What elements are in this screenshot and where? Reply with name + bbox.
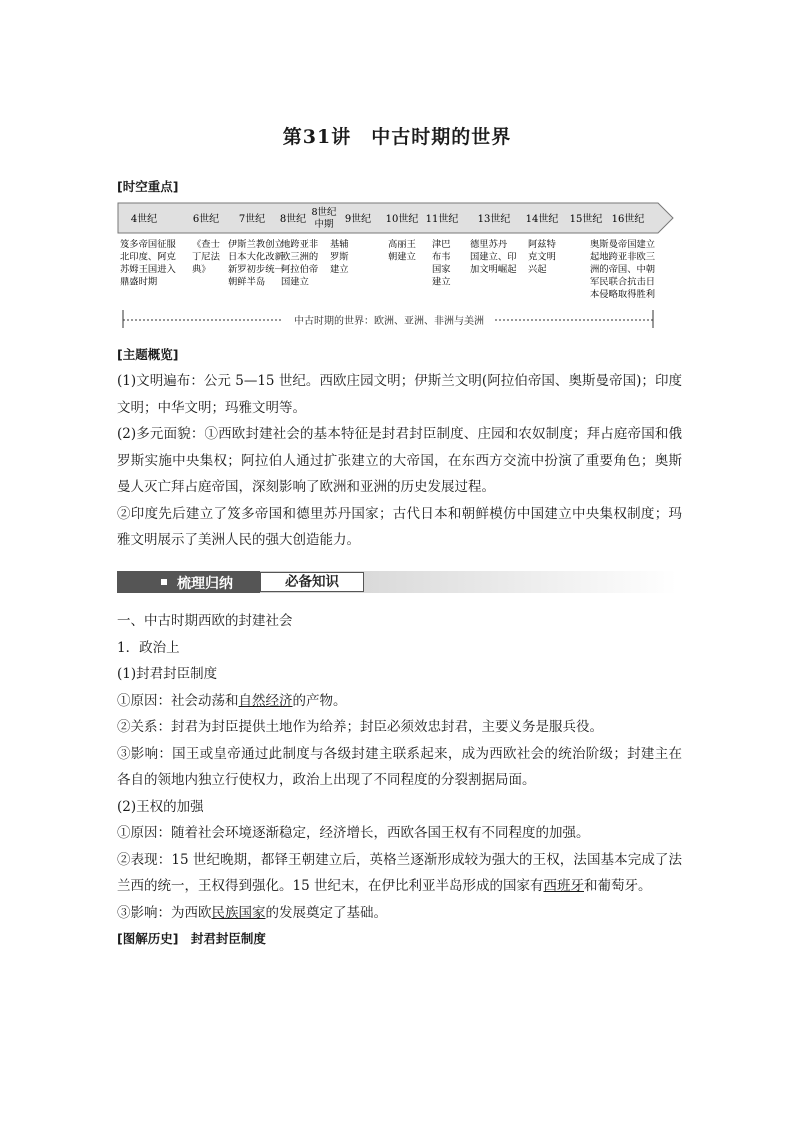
event-line: 国家: [432, 264, 451, 275]
event-line: 日本大化改新: [228, 251, 284, 263]
event-line: 欧三洲的: [281, 251, 319, 263]
century-label-2: 7世纪: [238, 214, 266, 225]
heading-2: 1．政治上: [117, 639, 180, 656]
timeline-event-4: [330, 238, 349, 275]
event-line: 建立: [330, 264, 349, 275]
timeline-event-8: [528, 238, 556, 275]
event-line: 布韦: [432, 251, 451, 263]
event-line: 德里苏丹: [470, 239, 508, 250]
timeline-event-1: [192, 238, 221, 275]
event-line: 苏姆王国进入: [120, 264, 176, 275]
event-line: 洲的帝国、中朝: [590, 264, 656, 275]
event-line: 典》: [192, 264, 211, 275]
s1-cause: ①原因：社会动荡和自然经济的产物。: [117, 692, 347, 709]
section-label-overview: [主题概览]: [117, 347, 179, 362]
century-label-3: 8世纪: [279, 214, 307, 225]
event-line: 地跨亚非: [281, 239, 319, 250]
event-line: 阿兹特: [528, 239, 556, 250]
section-label-timeline: [时空重点]: [117, 179, 179, 194]
underlined-term: 自然经济: [238, 692, 293, 709]
timeline-event-3: [281, 238, 318, 288]
section-band: [117, 571, 677, 593]
subheading-2: (2)王权的加强: [117, 798, 204, 815]
event-line: 阿拉伯帝: [281, 264, 319, 275]
event-line: 高丽王: [388, 239, 416, 250]
event-line: 罗斯: [330, 251, 349, 263]
event-line: 兴起: [528, 264, 547, 275]
event-line: 国建立: [281, 276, 309, 288]
subheading-1: (1)封君封臣制度: [117, 666, 218, 682]
content-block: [117, 608, 682, 953]
event-line: 奥斯曼帝国建立: [590, 239, 656, 250]
overview-para-2: (2)多元面貌：①西欧封建社会的基本特征是封君封臣制度、庄园和农奴制度；拜占庭帝国和俄罗斯实施中央集权；阿拉伯人通过扩张建立的大帝国，在东西方交流中扮演了重要角色；奥斯曼人灭亡拜占庭帝国，深刻影响了欧洲和亚洲的历史发展过程。: [117, 426, 682, 495]
event-line: 北印度、阿克: [120, 251, 176, 263]
century-label-11: 16世纪: [611, 214, 645, 225]
timeline-event-5: [388, 238, 416, 263]
event-line: 朝建立: [388, 251, 416, 263]
century-label-4-0: 8世纪: [311, 207, 337, 218]
timeline-event-0: [120, 238, 176, 288]
band-right-label: 必备知识: [285, 574, 339, 590]
event-line: 笈多帝国征服: [120, 239, 176, 250]
event-line: 克文明: [528, 251, 556, 263]
timeline-event-6: [432, 238, 451, 288]
timeline-diagram: [118, 200, 678, 340]
event-line: 新罗初步统一: [228, 264, 284, 275]
century-label-10: 15世纪: [569, 214, 603, 225]
century-label-6: 10世纪: [385, 214, 419, 225]
s1-relation: ②关系：封君为封臣提供土地作为给养；封臣必须效忠封君，主要义务是服兵役。: [117, 719, 603, 735]
overview-block: [117, 368, 682, 554]
timeline-event-9: [590, 238, 655, 300]
event-line: 鼎盛时期: [120, 276, 158, 288]
event-line: 《查士: [192, 239, 220, 250]
century-label-1: 6世纪: [192, 214, 220, 225]
century-label-4-1: 中期: [314, 219, 334, 230]
s2-cause: ①原因：随着社会环境逐渐稳定，经济增长，西欧各国王权有不同程度的加强。: [117, 825, 590, 841]
century-label-5: 9世纪: [344, 214, 372, 225]
event-line: 军民联合抗击日: [590, 276, 656, 288]
event-line: 丁尼法: [192, 251, 220, 263]
event-line: 国建立、印: [470, 251, 517, 263]
event-line: 本侵略取得胜利: [590, 289, 656, 300]
figure-caption: [图解历史] 封君封臣制度: [117, 931, 266, 946]
s2-influence: ③影响：为西欧民族国家的发展奠定了基础。: [117, 904, 387, 921]
s1-influence: ③影响：国王或皇帝通过此制度与各级封建主联系起来，成为西欧社会的统治阶级；封建主在各自的领地内独立行使权力，政治上出现了不同程度的分裂割据局面。: [117, 745, 682, 788]
event-line: 津巴: [432, 239, 451, 250]
band-box: [260, 572, 364, 592]
century-label-8: 13世纪: [477, 214, 511, 225]
century-label-9: 14世纪: [525, 214, 559, 225]
underlined-term: 民族国家: [211, 904, 266, 921]
band-left-label: 梳理归纳: [177, 576, 233, 592]
event-line: 起地跨亚非欧三: [590, 251, 656, 263]
event-line: 建立: [432, 276, 451, 288]
page-title: 第31讲 中古时期的世界: [282, 126, 512, 148]
band-dark-block: [117, 571, 260, 593]
span-label: 中古时期的世界：欧洲、亚洲、非洲与美洲: [294, 316, 484, 327]
event-line: 基辅: [330, 239, 349, 250]
underlined-term: 西班牙: [543, 878, 584, 894]
timeline-event-7: [470, 238, 517, 275]
event-line: 加文明崛起: [470, 264, 517, 275]
century-label-7: 11世纪: [425, 214, 459, 225]
event-line: 伊斯兰教创立: [228, 239, 284, 250]
s2-show: ②表现：15 世纪晚期，都铎王朝建立后，英格兰逐渐形成较为强大的王权，法国基本完成了法兰西的统一，王权得到强化。15 世纪末，在伊比利亚半岛形成的国家有西班牙和葡萄牙。: [117, 851, 682, 894]
heading-1: 一、中古时期西欧的封建社会: [117, 613, 293, 629]
century-label-0: 4世纪: [130, 214, 158, 225]
timeline-events: [120, 238, 655, 300]
overview-para-3: ②印度先后建立了笈多帝国和德里苏丹国家；古代日本和朝鲜模仿中国建立中央集权制度；玛雅文明展示了美洲人民的强大创造能力。: [117, 505, 682, 548]
band-bullet-icon: [161, 579, 167, 585]
overview-para-1: (1)文明遍布：公元 5—15 世纪。西欧庄园文明；伊斯兰文明(阿拉伯帝国、奥斯曼帝国)；印度文明；中华文明；玛雅文明等。: [117, 373, 682, 416]
timeline-event-2: [228, 238, 284, 288]
event-line: 朝鲜半岛: [228, 276, 266, 288]
